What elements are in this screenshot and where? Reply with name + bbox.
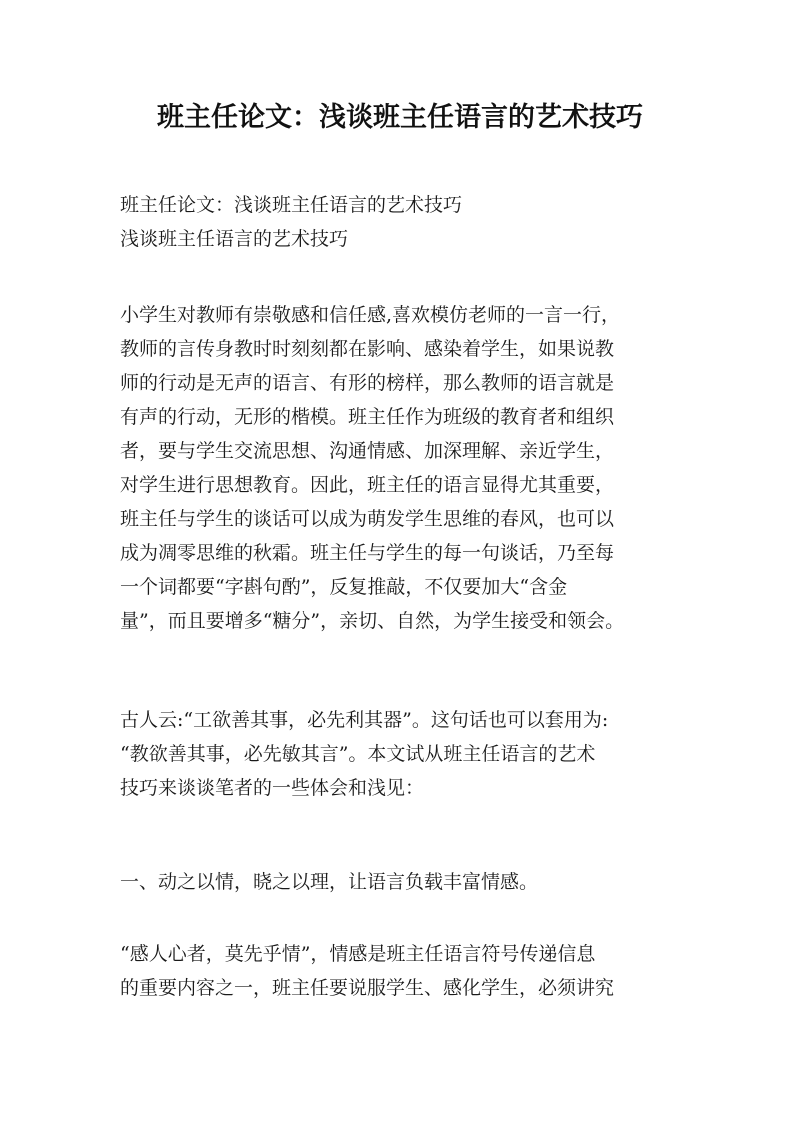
paragraph-line: 的重要内容之一，班主任要说服学生、感化学生，必须讲究 xyxy=(120,977,615,999)
paragraph-line: 一个词都要“字斟句酌”，反复推敲，不仅要加大“含金 xyxy=(120,576,568,598)
paragraph-line: “感人心者，莫先乎情”，情感是班主任语言符号传递信息 xyxy=(120,943,596,965)
paragraph-line: 量”，而且要增多“糖分”，亲切、自然，为学生接受和领会。 xyxy=(120,610,625,632)
paragraph-line: 小学生对教师有崇敬感和信任感,喜欢模仿老师的一言一行， xyxy=(120,304,621,326)
paragraph-line: 技巧来谈谈笔者的一些体会和浅见： xyxy=(120,777,425,799)
paragraph-line: 师的行动是无声的语言、有形的榜样，那么教师的语言就是 xyxy=(120,372,615,394)
paragraph-line: 教师的言传身教时时刻刻都在影响、感染着学生，如果说教 xyxy=(120,338,615,360)
paragraph-line: 者，要与学生交流思想、沟通情感、加深理解、亲近学生， xyxy=(120,440,615,462)
paragraph-quote xyxy=(120,703,692,805)
paragraph-line: “教欲善其事，必先敏其言”。本文试从班主任语言的艺术 xyxy=(120,743,596,765)
section-heading: 一、动之以情，晓之以理，让语言负载丰富情感。 xyxy=(120,871,539,893)
subtitle-line: 班主任论文：浅谈班主任语言的艺术技巧 xyxy=(120,194,463,216)
subtitle-block xyxy=(120,188,692,256)
paragraph-line: 班主任与学生的谈话可以成为萌发学生思维的春风，也可以 xyxy=(120,508,615,530)
paragraph-line: 成为凋零思维的秋霜。班主任与学生的每一句谈话，乃至每 xyxy=(120,542,615,564)
paragraph-line: 古人云:“工欲善其事，必先利其器”。这句话也可以套用为: xyxy=(120,709,609,731)
paragraph-intro xyxy=(120,298,692,638)
document-title: 班主任论文：浅谈班主任语言的艺术技巧 xyxy=(157,102,643,133)
paragraph-emotion xyxy=(120,937,692,1005)
paragraph-line: 对学生进行思想教育。因此，班主任的语言显得尤其重要， xyxy=(120,474,615,496)
subtitle-line: 浅谈班主任语言的艺术技巧 xyxy=(120,228,349,250)
paragraph-line: 有声的行动，无形的楷模。班主任作为班级的教育者和组织 xyxy=(120,406,615,428)
